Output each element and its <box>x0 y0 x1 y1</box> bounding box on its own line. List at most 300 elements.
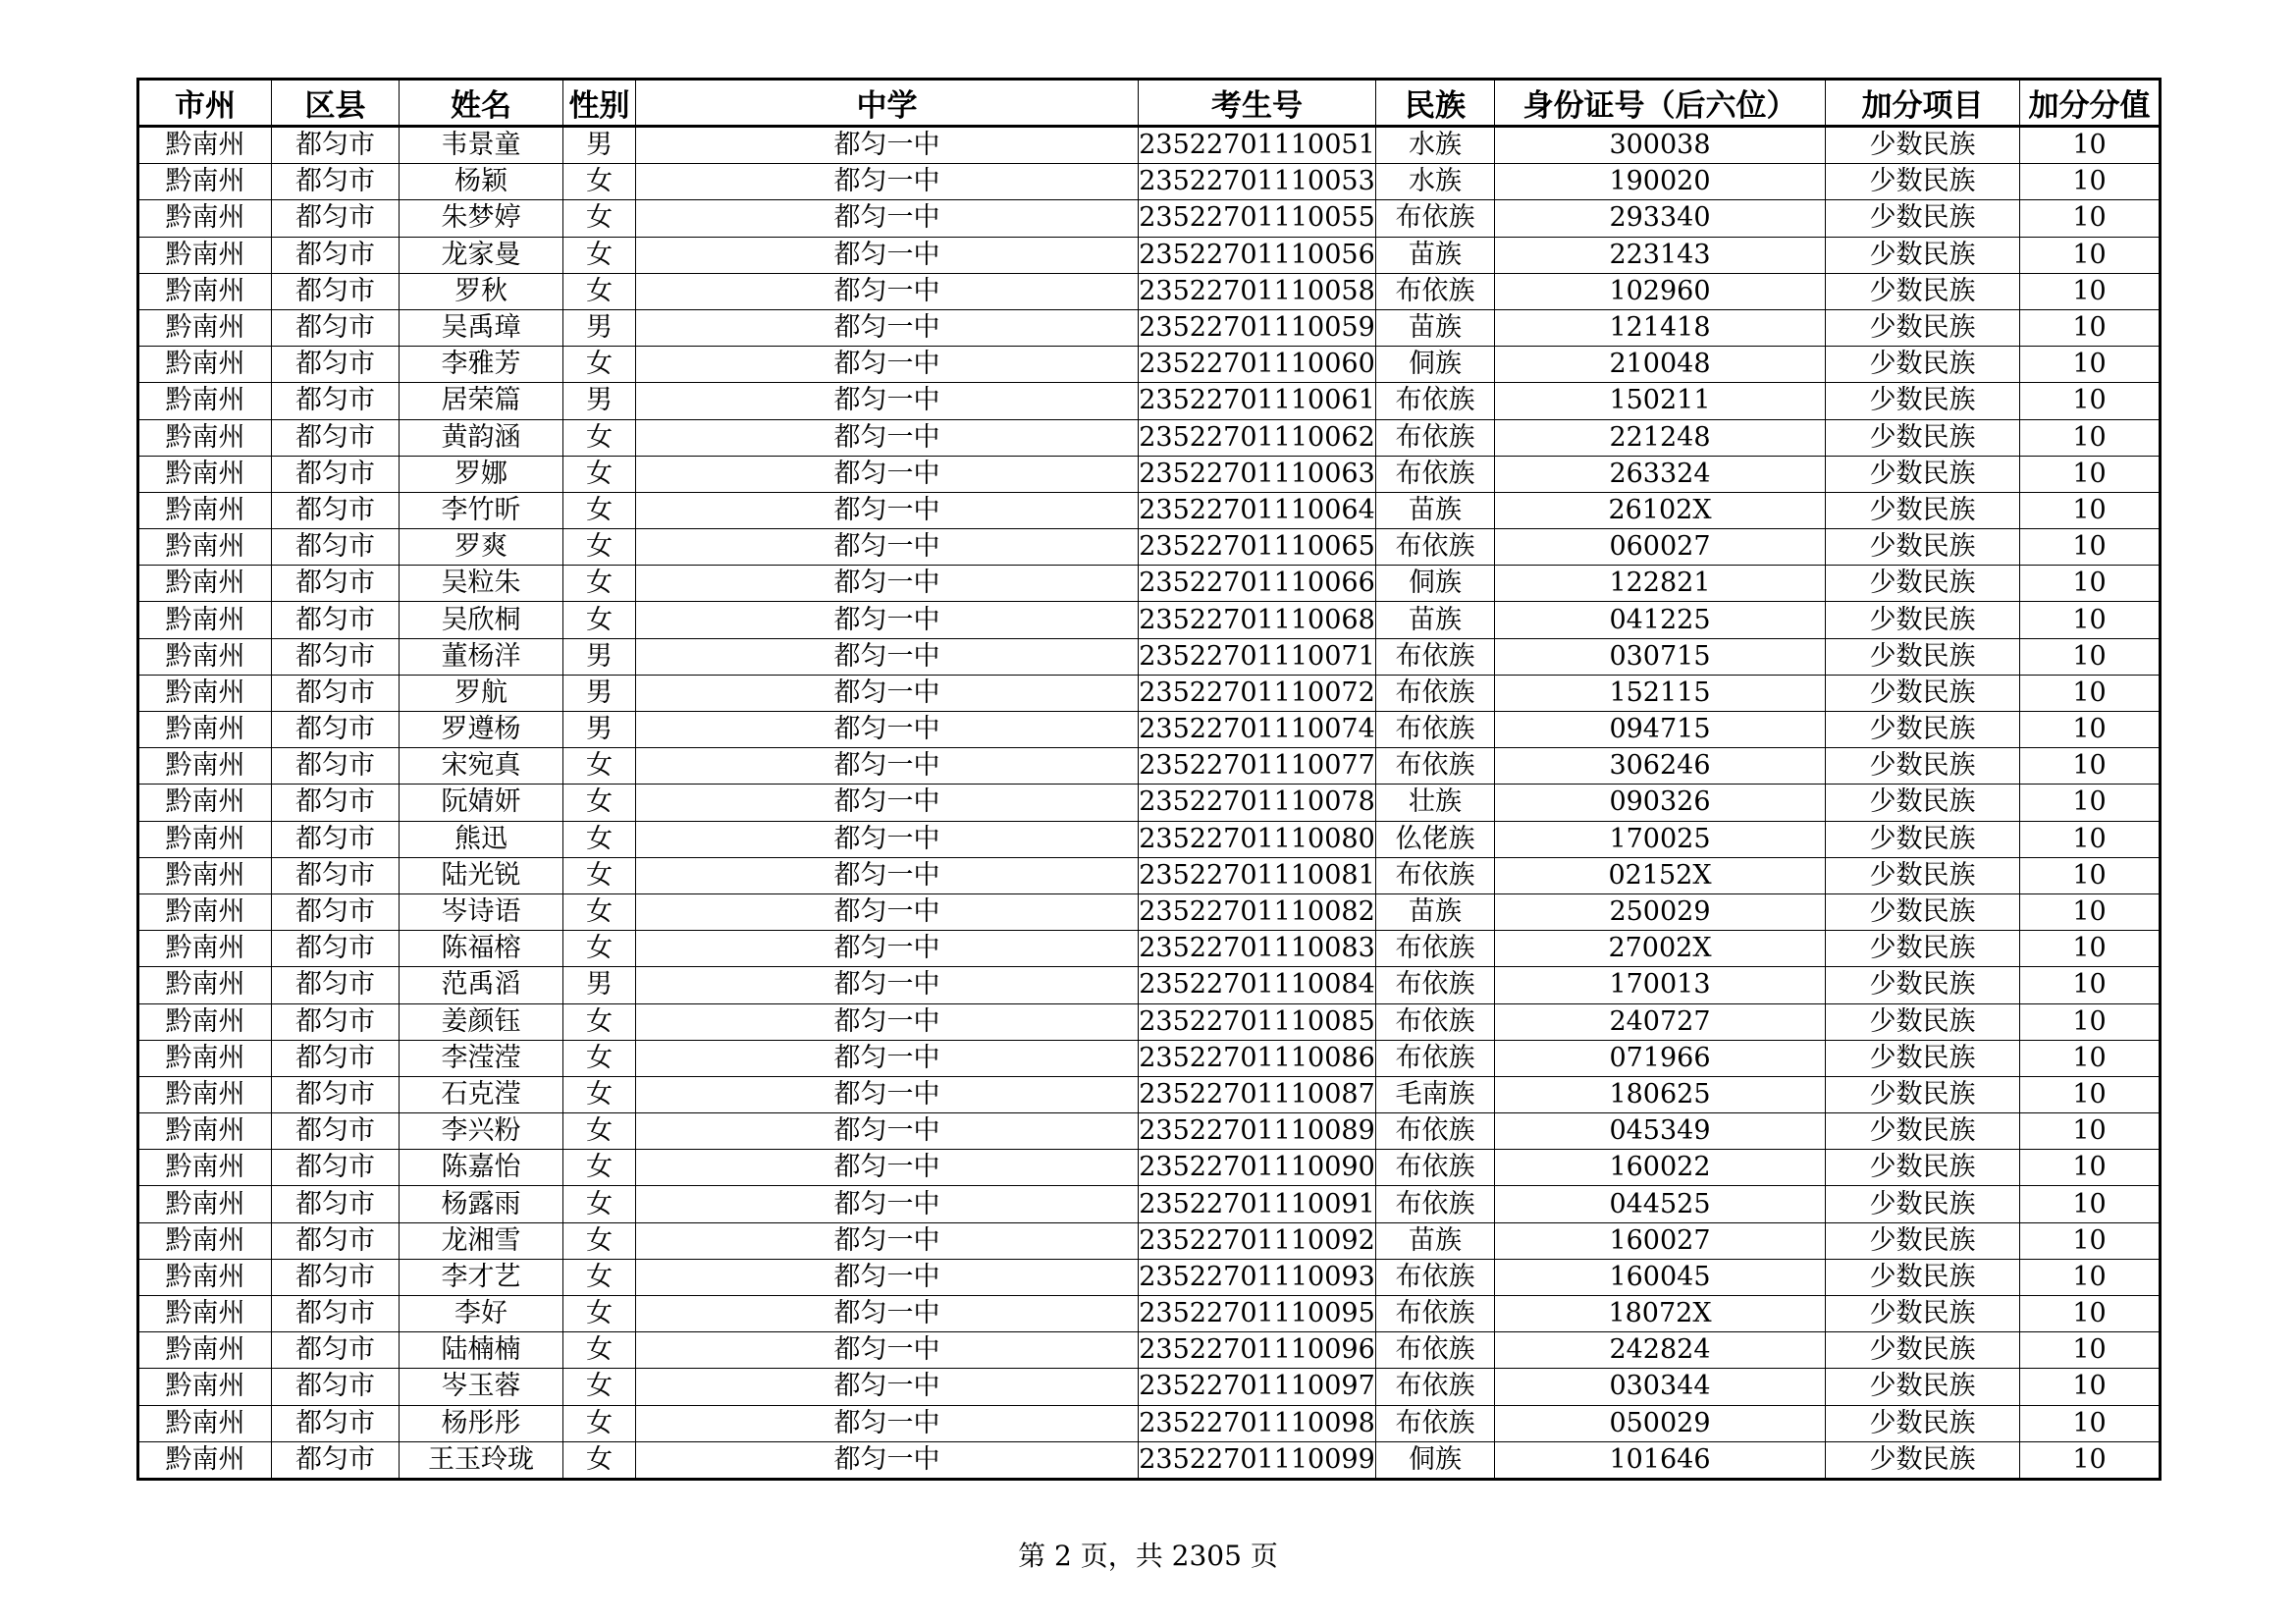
cell-exam-id-col: 23522701110087 <box>1139 1076 1376 1112</box>
cell-bonus-item-col: 少数民族 <box>1826 748 2020 785</box>
cell-gender-col: 男 <box>563 967 636 1003</box>
table-row <box>138 1076 2161 1112</box>
cell-bonus-score-col: 10 <box>2020 821 2161 857</box>
cell-school-col: 都匀一中 <box>636 821 1139 857</box>
cell-city-col: 黔南州 <box>138 127 272 164</box>
cell-name-col: 李好 <box>400 1296 563 1332</box>
cell-ethnicity-col: 毛南族 <box>1376 1076 1495 1112</box>
cell-gender-col: 女 <box>563 1369 636 1405</box>
table-row <box>138 164 2161 200</box>
cell-bonus-item-col: 少数民族 <box>1826 273 2020 309</box>
cell-bonus-item-col: 少数民族 <box>1826 529 2020 566</box>
cell-id-suffix-col: 150211 <box>1495 383 1826 419</box>
cell-bonus-score-col: 10 <box>2020 309 2161 346</box>
cell-city-col: 黔南州 <box>138 492 272 528</box>
table-row <box>138 566 2161 602</box>
cell-school-col: 都匀一中 <box>636 893 1139 930</box>
cell-city-col: 黔南州 <box>138 1003 272 1040</box>
cell-ethnicity-col: 布依族 <box>1376 1003 1495 1040</box>
header-exam-id-col: 考生号 <box>1139 80 1376 127</box>
cell-name-col: 陈嘉怡 <box>400 1150 563 1186</box>
cell-bonus-item-col: 少数民族 <box>1826 237 2020 273</box>
header-school-col: 中学 <box>636 80 1139 127</box>
cell-exam-id-col: 23522701110066 <box>1139 566 1376 602</box>
cell-bonus-score-col: 10 <box>2020 712 2161 748</box>
cell-gender-col: 男 <box>563 383 636 419</box>
cell-ethnicity-col: 仫佬族 <box>1376 821 1495 857</box>
cell-gender-col: 女 <box>563 456 636 492</box>
cell-gender-col: 女 <box>563 821 636 857</box>
cell-bonus-score-col: 10 <box>2020 200 2161 237</box>
cell-id-suffix-col: 044525 <box>1495 1186 1826 1222</box>
cell-exam-id-col: 23522701110053 <box>1139 164 1376 200</box>
cell-gender-col: 男 <box>563 675 636 711</box>
cell-gender-col: 女 <box>563 164 636 200</box>
cell-school-col: 都匀一中 <box>636 529 1139 566</box>
cell-gender-col: 女 <box>563 1222 636 1259</box>
cell-school-col: 都匀一中 <box>636 309 1139 346</box>
cell-exam-id-col: 23522701110092 <box>1139 1222 1376 1259</box>
table-row <box>138 1186 2161 1222</box>
cell-id-suffix-col: 300038 <box>1495 127 1826 164</box>
cell-bonus-score-col: 10 <box>2020 1405 2161 1441</box>
cell-exam-id-col: 23522701110090 <box>1139 1150 1376 1186</box>
cell-bonus-score-col: 10 <box>2020 164 2161 200</box>
cell-county-col: 都匀市 <box>272 857 400 893</box>
cell-name-col: 罗航 <box>400 675 563 711</box>
cell-bonus-score-col: 10 <box>2020 1259 2161 1295</box>
cell-gender-col: 女 <box>563 419 636 456</box>
cell-gender-col: 女 <box>563 200 636 237</box>
cell-city-col: 黔南州 <box>138 893 272 930</box>
cell-bonus-item-col: 少数民族 <box>1826 1076 2020 1112</box>
cell-ethnicity-col: 侗族 <box>1376 347 1495 383</box>
cell-county-col: 都匀市 <box>272 273 400 309</box>
cell-name-col: 李竹昕 <box>400 492 563 528</box>
cell-id-suffix-col: 030715 <box>1495 638 1826 675</box>
cell-bonus-score-col: 10 <box>2020 529 2161 566</box>
cell-id-suffix-col: 101646 <box>1495 1441 1826 1479</box>
cell-name-col: 岑诗语 <box>400 893 563 930</box>
cell-ethnicity-col: 布依族 <box>1376 748 1495 785</box>
cell-id-suffix-col: 160022 <box>1495 1150 1826 1186</box>
table-row <box>138 712 2161 748</box>
cell-bonus-item-col: 少数民族 <box>1826 164 2020 200</box>
table-row <box>138 638 2161 675</box>
cell-name-col: 居荣篇 <box>400 383 563 419</box>
cell-id-suffix-col: 094715 <box>1495 712 1826 748</box>
cell-bonus-item-col: 少数民族 <box>1826 456 2020 492</box>
cell-city-col: 黔南州 <box>138 1222 272 1259</box>
table-row <box>138 309 2161 346</box>
cell-school-col: 都匀一中 <box>636 1369 1139 1405</box>
cell-gender-col: 女 <box>563 857 636 893</box>
cell-id-suffix-col: 02152X <box>1495 857 1826 893</box>
cell-id-suffix-col: 250029 <box>1495 893 1826 930</box>
cell-gender-col: 女 <box>563 1296 636 1332</box>
cell-ethnicity-col: 布依族 <box>1376 1296 1495 1332</box>
cell-gender-col: 男 <box>563 309 636 346</box>
cell-ethnicity-col: 布依族 <box>1376 1405 1495 1441</box>
cell-name-col: 李滢滢 <box>400 1040 563 1076</box>
cell-county-col: 都匀市 <box>272 638 400 675</box>
cell-name-col: 李雅芳 <box>400 347 563 383</box>
cell-school-col: 都匀一中 <box>636 1441 1139 1479</box>
table-row <box>138 1150 2161 1186</box>
cell-id-suffix-col: 152115 <box>1495 675 1826 711</box>
cell-bonus-item-col: 少数民族 <box>1826 1222 2020 1259</box>
cell-city-col: 黔南州 <box>138 309 272 346</box>
cell-gender-col: 女 <box>563 529 636 566</box>
cell-city-col: 黔南州 <box>138 638 272 675</box>
cell-ethnicity-col: 布依族 <box>1376 712 1495 748</box>
cell-county-col: 都匀市 <box>272 1222 400 1259</box>
cell-school-col: 都匀一中 <box>636 237 1139 273</box>
table-row <box>138 1441 2161 1479</box>
cell-school-col: 都匀一中 <box>636 1405 1139 1441</box>
cell-exam-id-col: 23522701110083 <box>1139 931 1376 967</box>
cell-name-col: 王玉玲珑 <box>400 1441 563 1479</box>
cell-exam-id-col: 23522701110084 <box>1139 967 1376 1003</box>
cell-gender-col: 女 <box>563 492 636 528</box>
cell-ethnicity-col: 布依族 <box>1376 383 1495 419</box>
cell-city-col: 黔南州 <box>138 602 272 638</box>
cell-bonus-score-col: 10 <box>2020 456 2161 492</box>
cell-name-col: 岑玉蓉 <box>400 1369 563 1405</box>
cell-ethnicity-col: 布依族 <box>1376 967 1495 1003</box>
table-row <box>138 821 2161 857</box>
cell-bonus-item-col: 少数民族 <box>1826 419 2020 456</box>
cell-exam-id-col: 23522701110051 <box>1139 127 1376 164</box>
table-row <box>138 127 2161 164</box>
cell-bonus-item-col: 少数民族 <box>1826 309 2020 346</box>
cell-county-col: 都匀市 <box>272 566 400 602</box>
cell-city-col: 黔南州 <box>138 931 272 967</box>
table-row <box>138 1332 2161 1369</box>
cell-ethnicity-col: 布依族 <box>1376 1150 1495 1186</box>
cell-school-col: 都匀一中 <box>636 456 1139 492</box>
cell-school-col: 都匀一中 <box>636 602 1139 638</box>
cell-bonus-item-col: 少数民族 <box>1826 893 2020 930</box>
cell-gender-col: 男 <box>563 638 636 675</box>
cell-id-suffix-col: 160045 <box>1495 1259 1826 1295</box>
cell-county-col: 都匀市 <box>272 1150 400 1186</box>
cell-exam-id-col: 23522701110068 <box>1139 602 1376 638</box>
cell-gender-col: 女 <box>563 893 636 930</box>
cell-exam-id-col: 23522701110085 <box>1139 1003 1376 1040</box>
cell-school-col: 都匀一中 <box>636 675 1139 711</box>
cell-name-col: 杨露雨 <box>400 1186 563 1222</box>
cell-ethnicity-col: 布依族 <box>1376 931 1495 967</box>
cell-county-col: 都匀市 <box>272 748 400 785</box>
cell-ethnicity-col: 布依族 <box>1376 419 1495 456</box>
cell-name-col: 罗爽 <box>400 529 563 566</box>
cell-ethnicity-col: 布依族 <box>1376 857 1495 893</box>
cell-bonus-item-col: 少数民族 <box>1826 675 2020 711</box>
cell-name-col: 陆光锐 <box>400 857 563 893</box>
cell-exam-id-col: 23522701110080 <box>1139 821 1376 857</box>
cell-school-col: 都匀一中 <box>636 1222 1139 1259</box>
cell-county-col: 都匀市 <box>272 456 400 492</box>
cell-city-col: 黔南州 <box>138 273 272 309</box>
table-row <box>138 1222 2161 1259</box>
cell-county-col: 都匀市 <box>272 1076 400 1112</box>
cell-gender-col: 女 <box>563 1113 636 1150</box>
cell-bonus-score-col: 10 <box>2020 492 2161 528</box>
cell-school-col: 都匀一中 <box>636 931 1139 967</box>
cell-city-col: 黔南州 <box>138 748 272 785</box>
header-city-col: 市州 <box>138 80 272 127</box>
cell-ethnicity-col: 侗族 <box>1376 566 1495 602</box>
cell-school-col: 都匀一中 <box>636 1332 1139 1369</box>
cell-county-col: 都匀市 <box>272 1113 400 1150</box>
cell-name-col: 李才艺 <box>400 1259 563 1295</box>
cell-id-suffix-col: 170025 <box>1495 821 1826 857</box>
cell-county-col: 都匀市 <box>272 1369 400 1405</box>
candidate-bonus-table <box>136 78 2162 1481</box>
cell-bonus-item-col: 少数民族 <box>1826 1259 2020 1295</box>
cell-name-col: 陈福榕 <box>400 931 563 967</box>
cell-bonus-score-col: 10 <box>2020 383 2161 419</box>
cell-id-suffix-col: 306246 <box>1495 748 1826 785</box>
cell-city-col: 黔南州 <box>138 1332 272 1369</box>
cell-gender-col: 女 <box>563 1150 636 1186</box>
cell-bonus-item-col: 少数民族 <box>1826 1186 2020 1222</box>
cell-school-col: 都匀一中 <box>636 347 1139 383</box>
cell-county-col: 都匀市 <box>272 1296 400 1332</box>
cell-city-col: 黔南州 <box>138 383 272 419</box>
cell-school-col: 都匀一中 <box>636 1150 1139 1186</box>
table-row <box>138 602 2161 638</box>
cell-bonus-score-col: 10 <box>2020 1150 2161 1186</box>
cell-bonus-score-col: 10 <box>2020 893 2161 930</box>
cell-ethnicity-col: 布依族 <box>1376 638 1495 675</box>
cell-city-col: 黔南州 <box>138 675 272 711</box>
cell-city-col: 黔南州 <box>138 1405 272 1441</box>
cell-county-col: 都匀市 <box>272 200 400 237</box>
cell-school-col: 都匀一中 <box>636 1003 1139 1040</box>
cell-exam-id-col: 23522701110093 <box>1139 1259 1376 1295</box>
cell-name-col: 韦景童 <box>400 127 563 164</box>
cell-name-col: 陆楠楠 <box>400 1332 563 1369</box>
cell-city-col: 黔南州 <box>138 785 272 821</box>
cell-id-suffix-col: 122821 <box>1495 566 1826 602</box>
cell-ethnicity-col: 苗族 <box>1376 309 1495 346</box>
cell-school-col: 都匀一中 <box>636 1259 1139 1295</box>
cell-id-suffix-col: 160027 <box>1495 1222 1826 1259</box>
cell-exam-id-col: 23522701110071 <box>1139 638 1376 675</box>
cell-county-col: 都匀市 <box>272 967 400 1003</box>
cell-id-suffix-col: 050029 <box>1495 1405 1826 1441</box>
cell-gender-col: 女 <box>563 566 636 602</box>
cell-bonus-score-col: 10 <box>2020 419 2161 456</box>
cell-ethnicity-col: 壮族 <box>1376 785 1495 821</box>
cell-gender-col: 女 <box>563 931 636 967</box>
cell-gender-col: 女 <box>563 1405 636 1441</box>
cell-city-col: 黔南州 <box>138 967 272 1003</box>
table-row <box>138 529 2161 566</box>
cell-bonus-score-col: 10 <box>2020 748 2161 785</box>
cell-ethnicity-col: 布依族 <box>1376 273 1495 309</box>
table-row <box>138 785 2161 821</box>
cell-name-col: 宋宛真 <box>400 748 563 785</box>
cell-bonus-score-col: 10 <box>2020 931 2161 967</box>
cell-ethnicity-col: 苗族 <box>1376 492 1495 528</box>
cell-bonus-score-col: 10 <box>2020 1113 2161 1150</box>
cell-bonus-item-col: 少数民族 <box>1826 566 2020 602</box>
cell-city-col: 黔南州 <box>138 1076 272 1112</box>
cell-bonus-score-col: 10 <box>2020 602 2161 638</box>
cell-school-col: 都匀一中 <box>636 712 1139 748</box>
cell-ethnicity-col: 布依族 <box>1376 1259 1495 1295</box>
cell-id-suffix-col: 26102X <box>1495 492 1826 528</box>
cell-county-col: 都匀市 <box>272 1040 400 1076</box>
cell-bonus-item-col: 少数民族 <box>1826 638 2020 675</box>
cell-bonus-item-col: 少数民族 <box>1826 967 2020 1003</box>
cell-bonus-item-col: 少数民族 <box>1826 857 2020 893</box>
cell-county-col: 都匀市 <box>272 931 400 967</box>
cell-city-col: 黔南州 <box>138 164 272 200</box>
table-row <box>138 1113 2161 1150</box>
header-gender-col: 性别 <box>563 80 636 127</box>
cell-ethnicity-col: 苗族 <box>1376 237 1495 273</box>
table-row <box>138 492 2161 528</box>
cell-school-col: 都匀一中 <box>636 164 1139 200</box>
cell-school-col: 都匀一中 <box>636 857 1139 893</box>
cell-bonus-item-col: 少数民族 <box>1826 127 2020 164</box>
cell-school-col: 都匀一中 <box>636 1296 1139 1332</box>
cell-school-col: 都匀一中 <box>636 1113 1139 1150</box>
cell-school-col: 都匀一中 <box>636 638 1139 675</box>
cell-school-col: 都匀一中 <box>636 383 1139 419</box>
cell-gender-col: 男 <box>563 127 636 164</box>
cell-city-col: 黔南州 <box>138 1186 272 1222</box>
table-row <box>138 456 2161 492</box>
table-row <box>138 1259 2161 1295</box>
cell-ethnicity-col: 布依族 <box>1376 675 1495 711</box>
cell-city-col: 黔南州 <box>138 1441 272 1479</box>
cell-gender-col: 女 <box>563 1186 636 1222</box>
cell-ethnicity-col: 布依族 <box>1376 529 1495 566</box>
cell-id-suffix-col: 190020 <box>1495 164 1826 200</box>
cell-bonus-item-col: 少数民族 <box>1826 1150 2020 1186</box>
cell-county-col: 都匀市 <box>272 1441 400 1479</box>
cell-exam-id-col: 23522701110063 <box>1139 456 1376 492</box>
cell-bonus-item-col: 少数民族 <box>1826 821 2020 857</box>
cell-county-col: 都匀市 <box>272 1259 400 1295</box>
cell-county-col: 都匀市 <box>272 1186 400 1222</box>
cell-bonus-score-col: 10 <box>2020 785 2161 821</box>
table-row <box>138 237 2161 273</box>
cell-ethnicity-col: 水族 <box>1376 127 1495 164</box>
cell-exam-id-col: 23522701110074 <box>1139 712 1376 748</box>
cell-ethnicity-col: 苗族 <box>1376 602 1495 638</box>
cell-ethnicity-col: 布依族 <box>1376 456 1495 492</box>
cell-city-col: 黔南州 <box>138 712 272 748</box>
cell-county-col: 都匀市 <box>272 164 400 200</box>
cell-exam-id-col: 23522701110099 <box>1139 1441 1376 1479</box>
cell-exam-id-col: 23522701110056 <box>1139 237 1376 273</box>
cell-bonus-item-col: 少数民族 <box>1826 931 2020 967</box>
header-county-col: 区县 <box>272 80 400 127</box>
cell-school-col: 都匀一中 <box>636 748 1139 785</box>
cell-bonus-score-col: 10 <box>2020 1296 2161 1332</box>
cell-city-col: 黔南州 <box>138 419 272 456</box>
cell-county-col: 都匀市 <box>272 821 400 857</box>
cell-gender-col: 女 <box>563 1040 636 1076</box>
cell-bonus-item-col: 少数民族 <box>1826 1405 2020 1441</box>
cell-ethnicity-col: 侗族 <box>1376 1441 1495 1479</box>
cell-county-col: 都匀市 <box>272 785 400 821</box>
cell-county-col: 都匀市 <box>272 237 400 273</box>
table-row <box>138 1296 2161 1332</box>
table-row <box>138 383 2161 419</box>
cell-bonus-item-col: 少数民族 <box>1826 200 2020 237</box>
cell-exam-id-col: 23522701110082 <box>1139 893 1376 930</box>
cell-exam-id-col: 23522701110072 <box>1139 675 1376 711</box>
cell-county-col: 都匀市 <box>272 347 400 383</box>
page-footer: 第 2 页，共 2305 页 <box>1018 1540 1278 1572</box>
cell-bonus-score-col: 10 <box>2020 237 2161 273</box>
cell-id-suffix-col: 121418 <box>1495 309 1826 346</box>
cell-bonus-item-col: 少数民族 <box>1826 602 2020 638</box>
cell-id-suffix-col: 170013 <box>1495 967 1826 1003</box>
table-row <box>138 748 2161 785</box>
cell-id-suffix-col: 090326 <box>1495 785 1826 821</box>
cell-name-col: 姜颜钰 <box>400 1003 563 1040</box>
cell-exam-id-col: 23522701110081 <box>1139 857 1376 893</box>
cell-ethnicity-col: 苗族 <box>1376 893 1495 930</box>
header-id-suffix-col: 身份证号（后六位） <box>1495 80 1826 127</box>
cell-name-col: 罗遵杨 <box>400 712 563 748</box>
cell-county-col: 都匀市 <box>272 602 400 638</box>
cell-id-suffix-col: 041225 <box>1495 602 1826 638</box>
cell-school-col: 都匀一中 <box>636 1076 1139 1112</box>
cell-gender-col: 女 <box>563 273 636 309</box>
cell-bonus-score-col: 10 <box>2020 347 2161 383</box>
cell-exam-id-col: 23522701110077 <box>1139 748 1376 785</box>
table-row <box>138 1003 2161 1040</box>
cell-school-col: 都匀一中 <box>636 785 1139 821</box>
cell-exam-id-col: 23522701110058 <box>1139 273 1376 309</box>
cell-school-col: 都匀一中 <box>636 967 1139 1003</box>
cell-ethnicity-col: 布依族 <box>1376 200 1495 237</box>
cell-bonus-item-col: 少数民族 <box>1826 1003 2020 1040</box>
table-row <box>138 675 2161 711</box>
cell-id-suffix-col: 263324 <box>1495 456 1826 492</box>
cell-county-col: 都匀市 <box>272 419 400 456</box>
cell-city-col: 黔南州 <box>138 237 272 273</box>
cell-county-col: 都匀市 <box>272 712 400 748</box>
cell-exam-id-col: 23522701110059 <box>1139 309 1376 346</box>
cell-name-col: 杨颖 <box>400 164 563 200</box>
cell-bonus-item-col: 少数民族 <box>1826 347 2020 383</box>
cell-bonus-item-col: 少数民族 <box>1826 1369 2020 1405</box>
cell-bonus-score-col: 10 <box>2020 675 2161 711</box>
cell-gender-col: 女 <box>563 347 636 383</box>
cell-bonus-item-col: 少数民族 <box>1826 1332 2020 1369</box>
table-body <box>138 127 2161 1480</box>
cell-school-col: 都匀一中 <box>636 566 1139 602</box>
cell-gender-col: 女 <box>563 748 636 785</box>
cell-exam-id-col: 23522701110062 <box>1139 419 1376 456</box>
cell-county-col: 都匀市 <box>272 1332 400 1369</box>
cell-id-suffix-col: 27002X <box>1495 931 1826 967</box>
cell-id-suffix-col: 18072X <box>1495 1296 1826 1332</box>
cell-ethnicity-col: 布依族 <box>1376 1369 1495 1405</box>
cell-gender-col: 女 <box>563 237 636 273</box>
cell-school-col: 都匀一中 <box>636 419 1139 456</box>
